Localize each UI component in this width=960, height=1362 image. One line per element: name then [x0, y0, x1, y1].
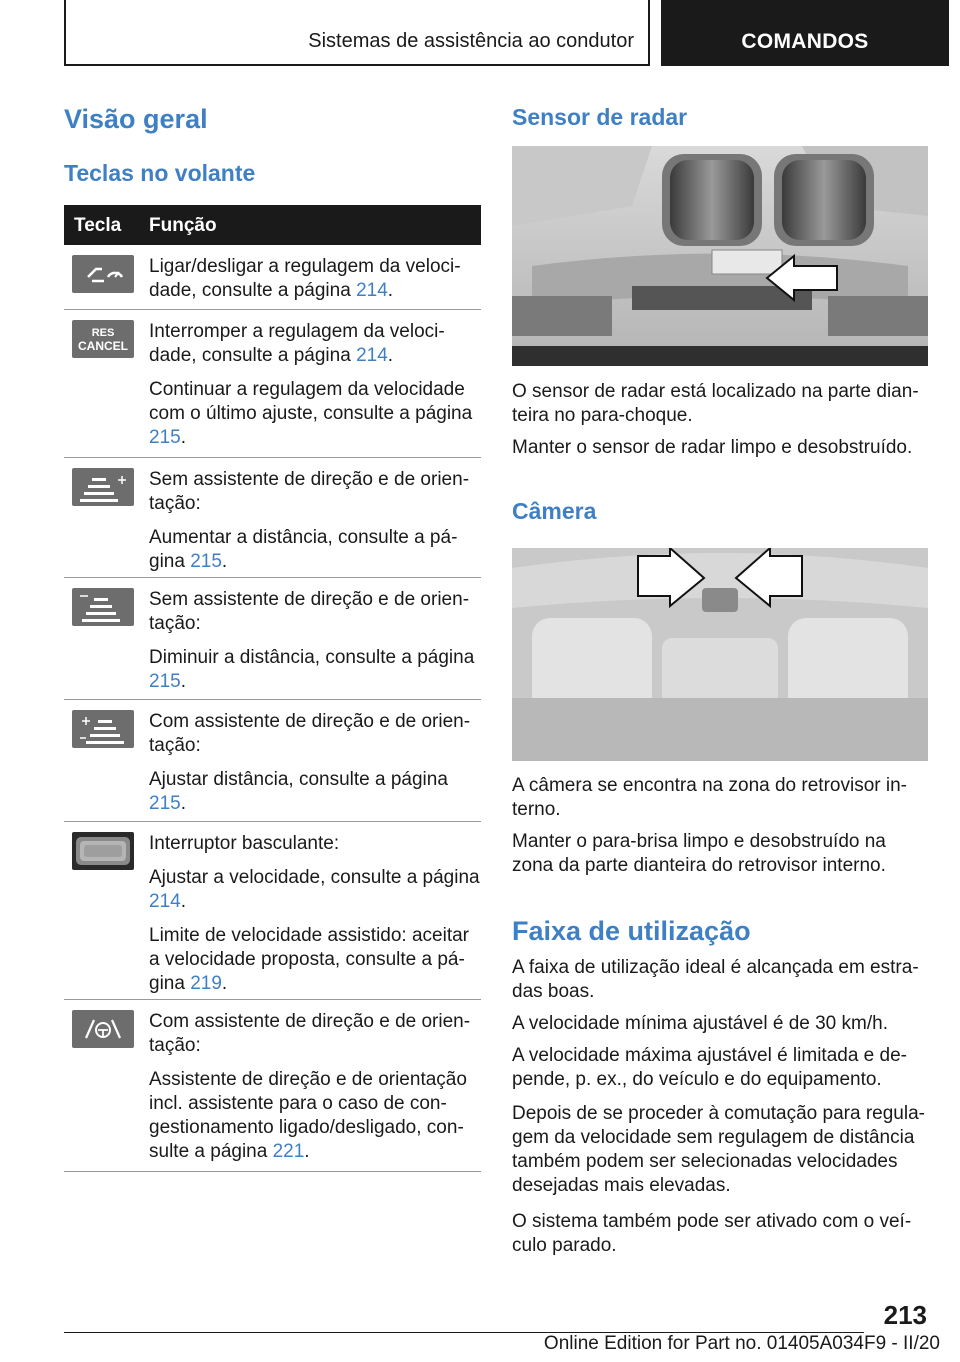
- table-row: [64, 458, 481, 578]
- range-paragraph-4: Depois de se proceder à comutação para regulagem da velocidade sem regulagem de distância também podem ser selecionadas velocidades desejadas mais elevadas.: [512, 1103, 925, 1196]
- heading-overview: Visão geral: [64, 104, 208, 134]
- row2-text-2: Continuar a regulagem da velocidade com o último ajuste, consulte a página: [149, 379, 473, 424]
- radar-paragraph-2: Manter o sensor de radar limpo e desobstruído.: [512, 437, 913, 458]
- row4-text-1: Sem assistente de direção e de orientação:: [149, 589, 470, 634]
- row6-text-1: Interruptor basculante:: [149, 833, 340, 854]
- page-link[interactable]: 215: [149, 793, 181, 814]
- row6-text-3: Limite de velocidade assistido: aceitar a velocidade proposta, consulte a página: [149, 925, 470, 994]
- row5-text-2: Ajustar distância, consulte a página: [149, 769, 448, 790]
- punct: .: [387, 345, 394, 366]
- rocker-switch-icon: [72, 832, 134, 870]
- col-function: Função: [149, 215, 217, 236]
- page-link[interactable]: 214: [149, 891, 181, 912]
- punct: .: [304, 1141, 310, 1162]
- punct: .: [387, 280, 394, 301]
- table-row: [64, 245, 481, 310]
- heading-camera: Câmera: [512, 498, 597, 524]
- row4-text-2: Diminuir a distância, consulte a página: [149, 647, 475, 668]
- page-link[interactable]: 215: [190, 551, 222, 572]
- punct: .: [180, 891, 186, 912]
- icon-label-cancel: CANCEL: [78, 339, 128, 353]
- icon-label-res: RES: [91, 327, 115, 339]
- page-link[interactable]: 215: [149, 427, 181, 448]
- row5-text-1: Com assistente de direção e de orientação:: [149, 711, 471, 756]
- table-header: [64, 205, 481, 245]
- heading-operating-range: Faixa de utilização: [512, 916, 751, 946]
- chapter-tab[interactable]: COMANDOS: [661, 0, 949, 66]
- punct: .: [221, 551, 228, 572]
- range-paragraph-3: A velocidade máxima ajustável é limitada e depende, p. ex., do veículo e do equipamento.: [512, 1045, 907, 1090]
- page-link[interactable]: 215: [149, 671, 181, 692]
- radar-sensor-image: [512, 146, 928, 366]
- punct: .: [221, 973, 228, 994]
- table-row: [64, 310, 481, 458]
- steering-assistant-icon: [72, 1010, 134, 1048]
- row3-text-1: Sem assistente de direção e de orientação:: [149, 469, 470, 514]
- table-row: [64, 578, 481, 700]
- camera-paragraph-1: A câmera se encontra na zona do retrovisor interno.: [512, 775, 907, 820]
- page-link[interactable]: 221: [272, 1141, 305, 1162]
- page-link[interactable]: 219: [190, 973, 222, 994]
- table-row: [64, 700, 481, 822]
- row6-text-2: Ajustar a velocidade, consulte a página: [149, 867, 480, 888]
- row1-text: Ligar/desligar a regulagem da velocidade, consulte a página: [149, 256, 461, 301]
- row7-text-1: Com assistente de direção e de orientação:: [149, 1011, 471, 1056]
- camera-image: [512, 548, 928, 761]
- punct: .: [180, 671, 186, 692]
- section-title: Sistemas de assistência ao condutor: [308, 30, 634, 52]
- punct: .: [180, 793, 186, 814]
- header-frame: [64, 0, 650, 66]
- row3-text-2: Aumentar a distância, consulte a página: [149, 527, 458, 572]
- page-link[interactable]: 214: [356, 345, 388, 366]
- res-cancel-icon: [72, 320, 134, 358]
- range-paragraph-1: A faixa de utilização ideal é alcançada em estradas boas.: [512, 957, 919, 1002]
- heading-steering-keys: Teclas no volante: [64, 160, 256, 186]
- camera-paragraph-2: Manter o para-brisa limpo e desobstruído na zona da parte dianteira do retrovisor interno.: [512, 831, 886, 876]
- page-link[interactable]: 214: [356, 280, 388, 301]
- distance-increase-icon: [72, 468, 134, 506]
- distance-adjust-icon: [72, 710, 134, 748]
- row2-text-1: Interromper a regulagem da velocidade, consulte a página: [149, 321, 445, 366]
- table-row: [64, 822, 481, 1000]
- row7-text-2: Assistente de direção e de orientação incl. assistente para o caso de congestionamento ligado/desligado, consulte a página: [149, 1069, 467, 1162]
- table-row: [64, 1000, 481, 1172]
- punct: .: [180, 427, 186, 448]
- speed-control-icon: [72, 255, 134, 293]
- radar-paragraph-1: O sensor de radar está localizado na parte dianteira no para-choque.: [512, 381, 919, 426]
- footer-edition: Online Edition for Part no. 01405A034F9 - II/20: [543, 1333, 940, 1354]
- range-paragraph-2: A velocidade mínima ajustável é de 30 km/h.: [512, 1013, 888, 1034]
- distance-decrease-icon: [72, 588, 134, 626]
- col-key: Tecla: [74, 215, 122, 236]
- heading-radar: Sensor de radar: [512, 104, 688, 130]
- range-paragraph-5: O sistema também pode ser ativado com o veículo parado.: [512, 1211, 912, 1256]
- page-number: 213: [883, 1300, 927, 1330]
